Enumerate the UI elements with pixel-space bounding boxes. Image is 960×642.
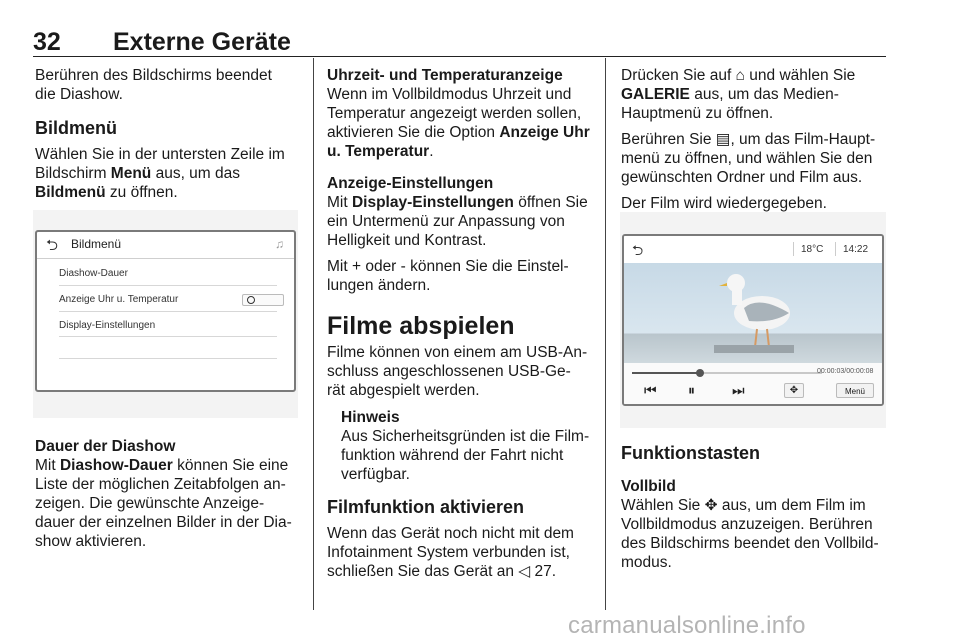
menu-item-anzeige-uhr: Anzeige Uhr u. Temperatur [59,294,179,305]
column-2 [327,66,602,581]
hinweis-note [341,408,602,484]
uhr-text: Wenn im Vollbildmodus Uhrzeit und Temperatur angezeigt werden sollen, aktivieren Sie die Option Anzeige Uhr u. Temperatur. [327,86,590,160]
page-title: Externe Geräte [113,28,291,56]
galerie-text: Drücken Sie auf ⌂ und wählen Sie GALERIE aus, um das Medien- Hauptmenü zu öffnen. [621,67,856,122]
screen-title: Bildmenü [71,237,122,251]
separator [793,242,794,256]
filmfunktion-heading: Filmfunktion aktivieren [327,497,525,517]
page-number: 32 [33,28,61,56]
dauer-heading: Dauer der Diashow [35,438,176,455]
fullscreen-icon[interactable]: ✥ [784,383,804,398]
funktionstasten-heading: Funktionstasten [621,443,761,463]
film-titlebar [624,236,882,264]
column-3-bottom [621,442,889,572]
menu-divider [59,311,277,312]
pause-icon[interactable]: ⏸ [688,382,695,398]
back-arrow-icon: ⮌ [46,237,59,254]
film-menu-text: Berühren Sie ▤, um das Film-Haupt- menü zu öffnen, und wählen Sie den gewünschten Ordner und Film aus. [621,131,876,186]
music-note-icon: ♫ [275,237,284,251]
clock-display: 14:22 [843,244,869,255]
filmfunktion-text: Wenn das Gerät noch nicht mit dem Infotainment System verbunden ist, schließen Sie das Gerät an ◁ 27. [327,525,574,580]
timecode: 00:00:03/00:00:08 [817,368,874,375]
film-icon: ▤ [715,131,731,148]
anzeige-heading: Anzeige-Einstellungen [327,175,494,192]
watermark: carmanualsonline.info [568,612,806,639]
column-1-top [35,66,305,202]
progress-fill [632,372,700,374]
seagull-image [624,263,882,363]
vollbild-text: Wählen Sie ✥ aus, um dem Film im Vollbildmodus anzuzeigen. Berühren des Bildschirms beendet den Vollbild- modus. [621,497,879,571]
separator [835,242,836,256]
toggle-switch [242,294,284,306]
progress-handle[interactable] [696,369,704,377]
playback-controls [624,363,882,404]
bildmenu-heading: Bildmenü [35,118,118,138]
column-1-bottom [35,437,307,551]
menu-item-diashow-dauer: Diashow-Dauer [59,268,128,279]
intro-text: Berühren des Bildschirms beendet die Diashow. [35,67,272,103]
header-rule [33,56,886,57]
anzeige-text: Mit Display-Einstellungen öffnen Sie ein Untermenü zur Anpassung von Helligkeit und Kontrast. [327,194,588,249]
column-3-top [621,66,889,213]
menu-divider [59,336,277,337]
vollbild-heading: Vollbild [621,478,676,495]
skip-next-icon[interactable]: ⏭ [732,382,745,398]
filme-text: Filme können von einem am USB-An- schluss angeschlossenen USB-Ge- rät abgespielt werden. [327,344,588,399]
video-frame [624,263,882,363]
film-play-text: Der Film wird wiedergegeben. [621,195,827,212]
screen-titlebar [37,232,294,259]
fullscreen-icon: ✥ [704,497,718,514]
hinweis-text: Aus Sicherheitsgründen ist die Film- funktion während der Fahrt nicht verfügbar. [341,428,590,483]
uhr-heading: Uhrzeit- und Temperaturanzeige [327,67,563,84]
filme-heading: Filme abspielen [327,312,515,340]
film-screenshot [622,234,884,406]
home-icon: ⌂ [735,67,745,84]
bildmenu-screenshot [35,230,296,392]
toggle-knob [247,296,255,304]
bildmenu-text: Wählen Sie in der untersten Zeile im Bildschirm Menü aus, um das Bildmenü zu öffnen. [35,146,285,201]
hinweis-heading: Hinweis [341,409,400,426]
skip-previous-icon[interactable]: ⏮ [644,382,657,398]
menu-item-display-einstellungen: Display-Einstellungen [59,320,156,331]
menu-divider [59,285,277,286]
menu-button[interactable]: Menü [836,383,874,398]
column-divider [313,58,314,610]
dauer-text: Mit Diashow-Dauer können Sie eine Liste der möglichen Zeitabfolgen an- zeigen. Die gewünschte Anzeige- dauer der einzelnen Bilder in der Dia- show aktivieren. [35,457,292,550]
back-arrow-icon: ⮌ [632,242,644,258]
reference-triangle-icon: ◁ [518,563,531,580]
anzeige-text-2: Mit + oder - können Sie die Einstel- lungen ändern. [327,258,569,294]
temperature-display: 18°C [801,244,824,255]
menu-divider [59,358,277,359]
column-divider [605,58,606,610]
